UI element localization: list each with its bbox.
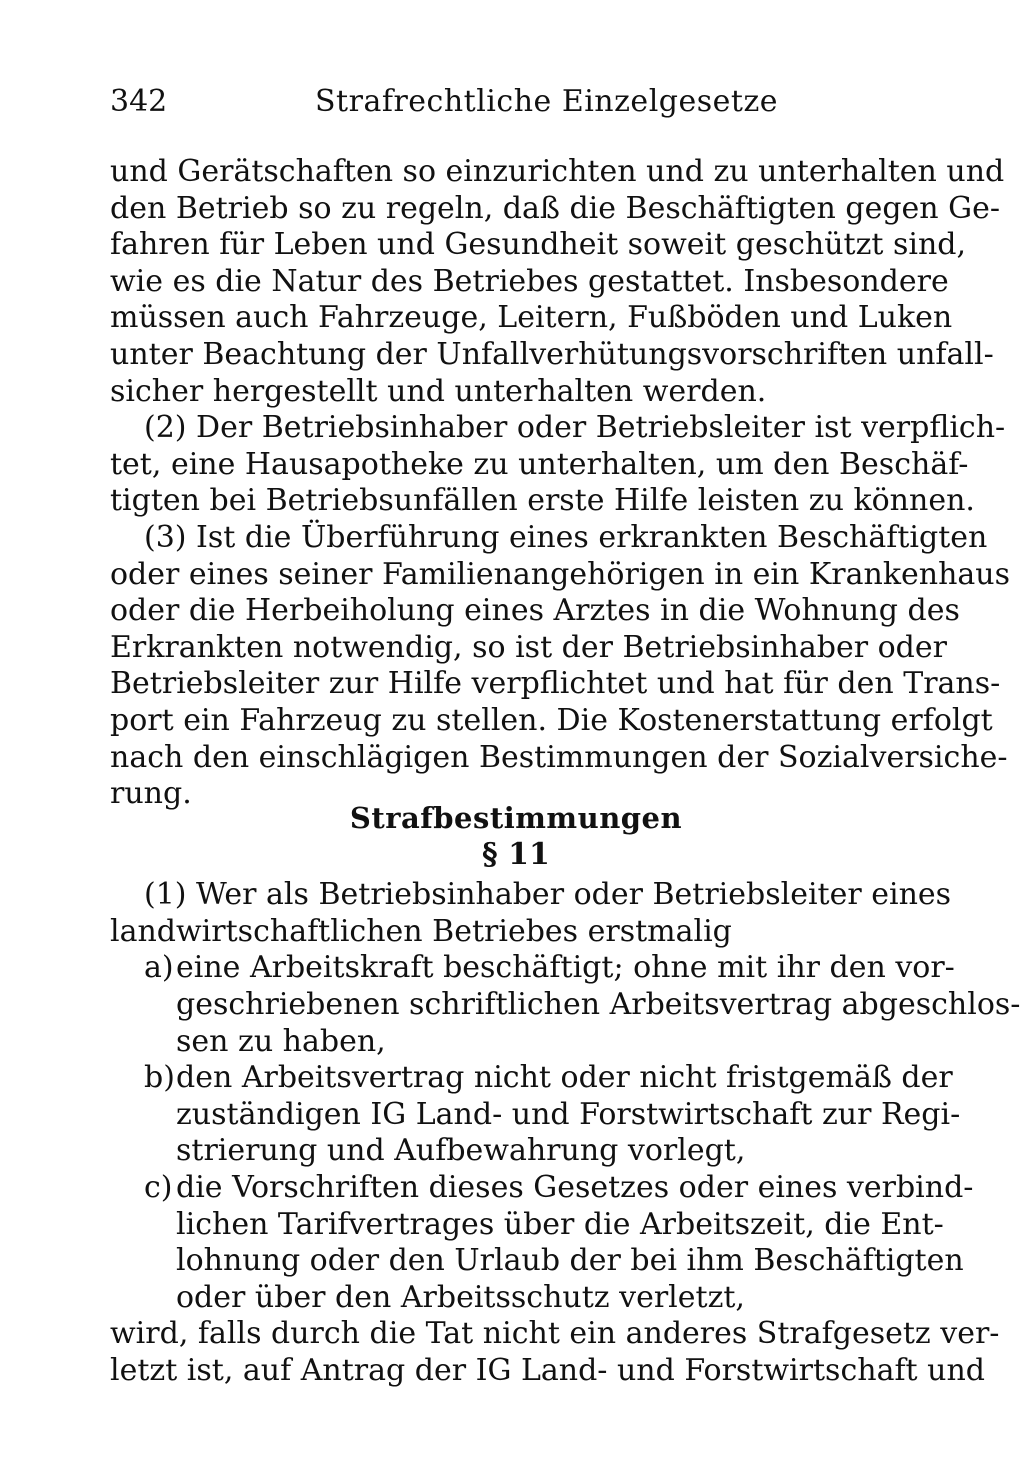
text-line: fahren für Leben und Gesundheit soweit geschützt sind,	[110, 227, 967, 263]
running-head	[110, 80, 920, 124]
text-line: oder eines seiner Familienangehörigen in ein Krankenhaus	[110, 556, 1011, 592]
text-line: port ein Fahrzeug zu stellen. Die Kostenerstattung erfolgt	[110, 702, 993, 738]
text-line: (1) Wer als Betriebsinhaber oder Betriebsleiter eines	[144, 877, 952, 913]
text-line: müssen auch Fahrzeuge, Leitern, Fußböden und Luken	[110, 300, 953, 336]
page-number: 342	[110, 84, 168, 119]
text-line: tet, eine Hausapotheke zu unterhalten, um den Beschäf-	[110, 446, 969, 482]
running-title: Strafrechtliche Einzelgesetze	[315, 84, 779, 119]
text-line: den Betrieb so zu regeln, daß die Beschäftigten gegen Ge-	[110, 190, 1001, 226]
text-line: lohnung oder den Urlaub der bei ihm Beschäftigten	[176, 1243, 964, 1279]
list-item-a	[110, 950, 955, 987]
section-number: § 11	[482, 836, 550, 872]
text-line: Betriebsleiter zur Hilfe verpflichtet und hat für den Trans-	[110, 666, 1001, 702]
text-line: unter Beachtung der Unfallverhütungsvorschriften unfall-	[110, 336, 994, 372]
text-line: geschriebenen schriftlichen Arbeitsvertrag abgeschlos-	[176, 987, 1021, 1023]
list-item-b	[110, 1060, 953, 1097]
text-line: (3) Ist die Überführung eines erkrankten Beschäftigten	[144, 519, 988, 555]
text-line: tigten bei Betriebsunfällen erste Hilfe leisten zu können.	[110, 483, 975, 519]
text-line: rung.	[110, 776, 192, 812]
text-line: sen zu haben,	[176, 1023, 386, 1059]
text-line: oder die Herbeiholung eines Arztes in die Wohnung des	[110, 593, 960, 629]
text-line: und Gerätschaften so einzurichten und zu unterhalten und	[110, 154, 1005, 189]
text-line: wie es die Natur des Betriebes gestattet. Insbesondere	[110, 263, 949, 299]
list-item-text: den Arbeitsvertrag nicht oder nicht fristgemäß der	[176, 1060, 953, 1096]
list-item-text: die Vorschriften dieses Gesetzes oder eines verbind-	[176, 1170, 974, 1206]
text-line: oder über den Arbeitsschutz verletzt,	[176, 1279, 745, 1315]
text-line: landwirtschaftlichen Betriebes erstmalig	[110, 913, 732, 949]
text-line: nach den einschlägigen Bestimmungen der Sozialversiche-	[110, 739, 1008, 775]
text-line: sicher hergestellt und unterhalten werden.	[110, 373, 767, 409]
text-line: zuständigen IG Land- und Forstwirtschaft zur Regi-	[176, 1096, 961, 1132]
text-line: strierung und Aufbewahrung vorlegt,	[176, 1133, 746, 1169]
list-marker: a)	[144, 950, 174, 986]
list-marker: b)	[144, 1060, 175, 1096]
text-line: (2) Der Betriebsinhaber oder Betriebsleiter ist verpflich-	[144, 410, 1006, 446]
list-item-c	[110, 1170, 974, 1207]
list-marker: c)	[144, 1170, 173, 1206]
list-item-text: eine Arbeitskraft beschäftigt; ohne mit ihr den vor-	[176, 950, 955, 986]
text-line: lichen Tarifvertrages über die Arbeitszeit, die Ent-	[176, 1206, 944, 1242]
body-text	[110, 154, 1021, 1390]
text-line: Erkrankten notwendig, so ist der Betriebsinhaber oder	[110, 629, 947, 665]
text-line: letzt ist, auf Antrag der IG Land- und Forstwirtschaft und	[110, 1353, 985, 1388]
section-heading-title: Strafbestimmungen	[349, 801, 683, 836]
text-line: wird, falls durch die Tat nicht ein anderes Strafgesetz ver-	[110, 1316, 1000, 1352]
